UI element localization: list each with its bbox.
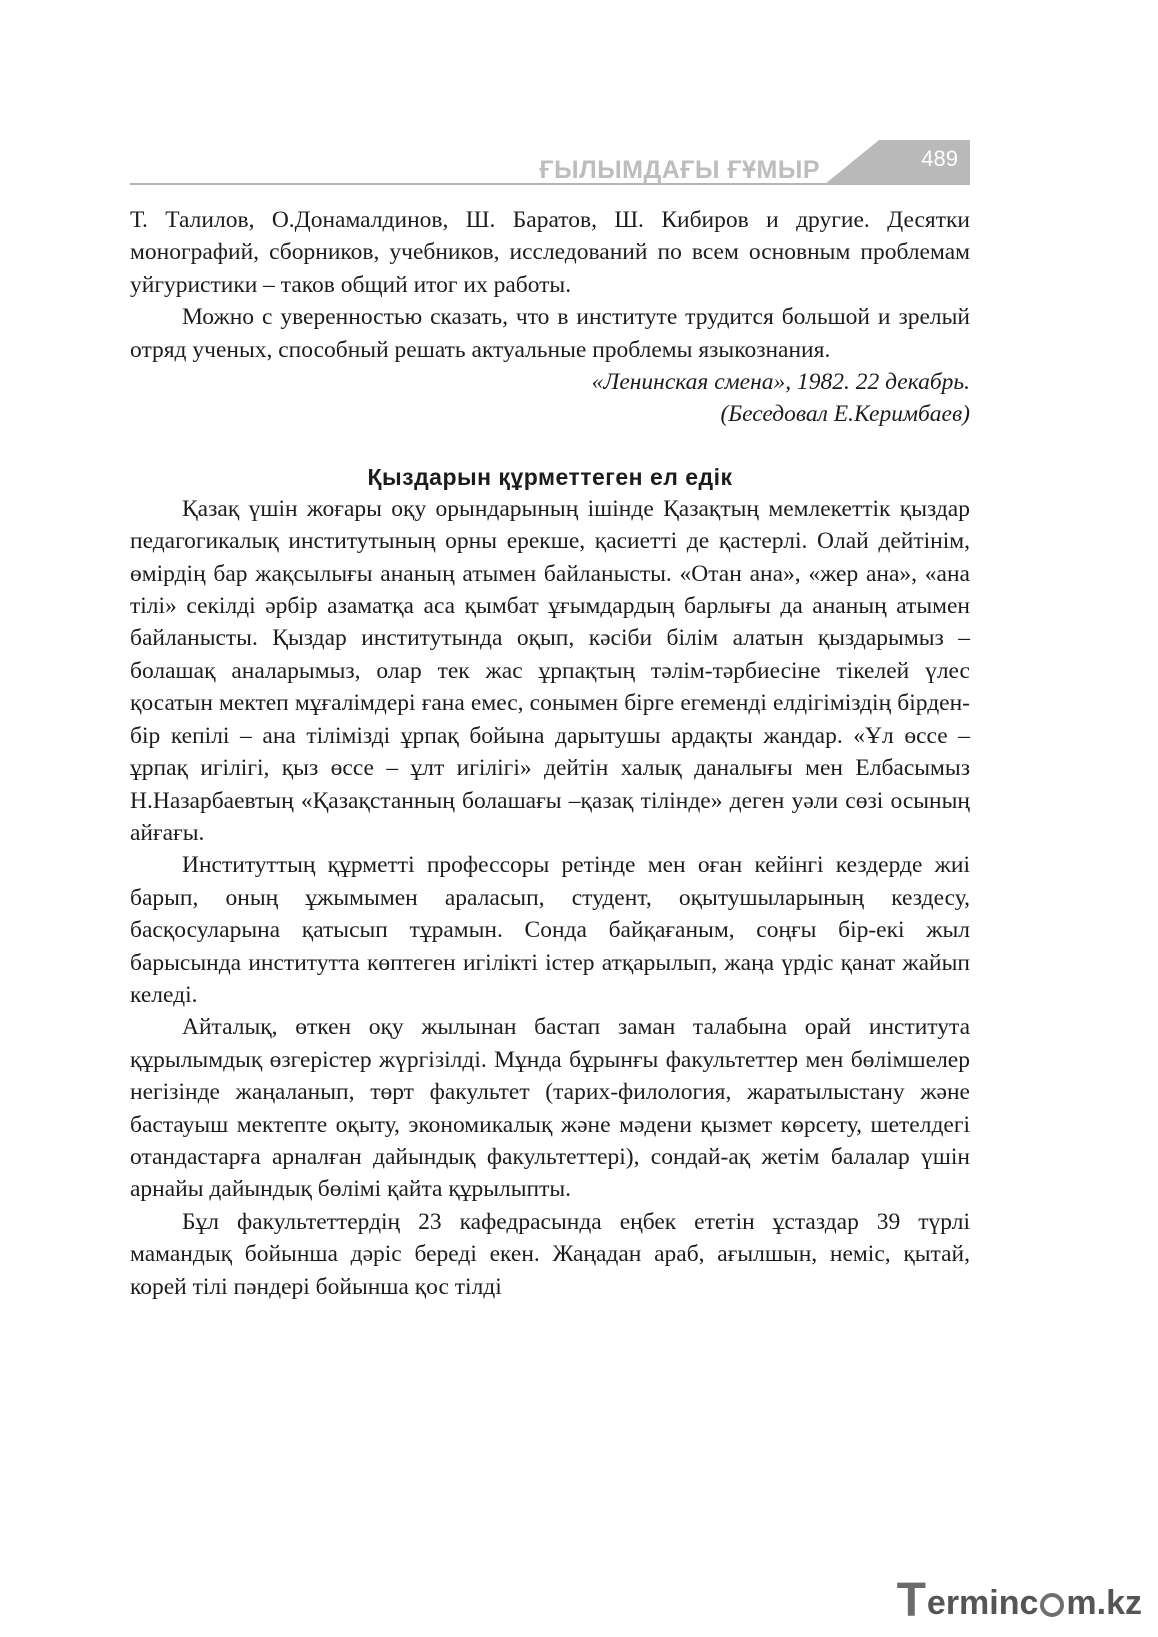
page-number-tab: [825, 140, 970, 184]
article-source: [130, 366, 970, 431]
watermark-text-part2: m.kz: [1066, 1584, 1142, 1622]
paragraph-continuation: Т. Талилов, О.Донамалдинов, Ш. Баратов, Ш. Кибиров и другие. Десятки монографий, сборников, учебников, исследований по всем основным проблемам уйгуристики – таков общий итог их работы.: [130, 207, 970, 298]
watermark-text-part1: erminc: [926, 1584, 1039, 1622]
page-body: [130, 204, 970, 1303]
section-paragraph: Айталық, өткен оқу жылынан бастап заман талабына орай института құрылымдық өзгерістер жүргізілді. Мұнда бұрынғы факультеттер мен бөлімшелер негізінде жаңаланып, төрт факультет (тарих-филология, жаратылыстану және бастауыш мектепте оқыту, экономикалық және мәдени қызмет көрсету, шетелдегі отандастарға арналған дайындық факультеттері), сондай-ақ жетім балалар үшін арнайы дайындық бөлімі қайта құрылыпты.: [130, 1014, 970, 1203]
watermark-t-letter: T: [896, 1574, 926, 1627]
section-paragraph: Институттың құрметті профессоры ретінде мен оған кейінгі кездерде жиі барып, оның ұжымымен араласып, студент, оқытушыларының кездесу, басқосуларына қатысып тұрамын. Сонда байқағаным, соңғы бір-екі жыл барысында институтта көптеген игілікті істер атқарылып, жаңа үрдіс қанат жайып келеді.: [130, 852, 970, 1008]
paragraph-conclusion: Можно с уверенностью сказать, что в институте трудится большой и зрелый отряд ученых, способный решать актуальные проблемы языкознания.: [130, 304, 970, 363]
running-head-title: ҒЫЛЫМДАҒЫ ҒҰМЫР: [539, 156, 820, 184]
magnifier-icon: [1040, 1593, 1064, 1617]
section-paragraph: Қазақ үшін жоғары оқу орындарының ішінде Қазақтың мемлекеттік қыздар педагогикалық институтының орны ерекше, қасиетті де қастерлі. Олай дейтінім, өмірдің бар жақсылығы ананың атымен байланысты. «Отан ана», «жер ана», «ана тілі» секілді әрбір азаматқа аса қымбат ұғымдардың барлығы да ананың атымен байланысты. Қыздар институтында оқып, кәсіби білім алатын қыздарымыз – болашақ аналарымыз, олар тек жас ұрпақтың тәлім-тәрбиесіне тікелей үлес қосатын мектеп мұғалімдері ғана емес, сонымен бірге егеменді елдігіміздің бірден-бір кепілі – ана тілімізді ұрпақ бойына дарытушы ардақты жандар. «Ұл өссе –ұрпақ игілігі, қыз өссе – ұлт игілігі» дейтін халық даналығы мен Елбасымыз Н.Назарбаевтың «Қазақстанның болашағы –қазақ тілінде» деген уәли сөзі осының айғағы.: [130, 495, 970, 846]
source-interviewer: (Беседовал Е.Керимбаев): [720, 401, 970, 428]
source-publication: «Ленинская смена», 1982. 22 декабрь.: [591, 369, 970, 396]
page-number: 489: [921, 146, 958, 171]
section-heading: Қыздарын құрметтеген ел едік: [367, 463, 733, 490]
section-paragraph: Бұл факультеттердің 23 кафедрасында еңбек ететін ұстаздар 39 түрлі мамандық бойынша дәріс береді екен. Жаңадан араб, ағылшын, неміс, қытай, корей тілі пәндері бойынша қос тілді: [130, 1208, 970, 1300]
termincom-watermark: [896, 1574, 1142, 1627]
running-head: [130, 138, 970, 188]
